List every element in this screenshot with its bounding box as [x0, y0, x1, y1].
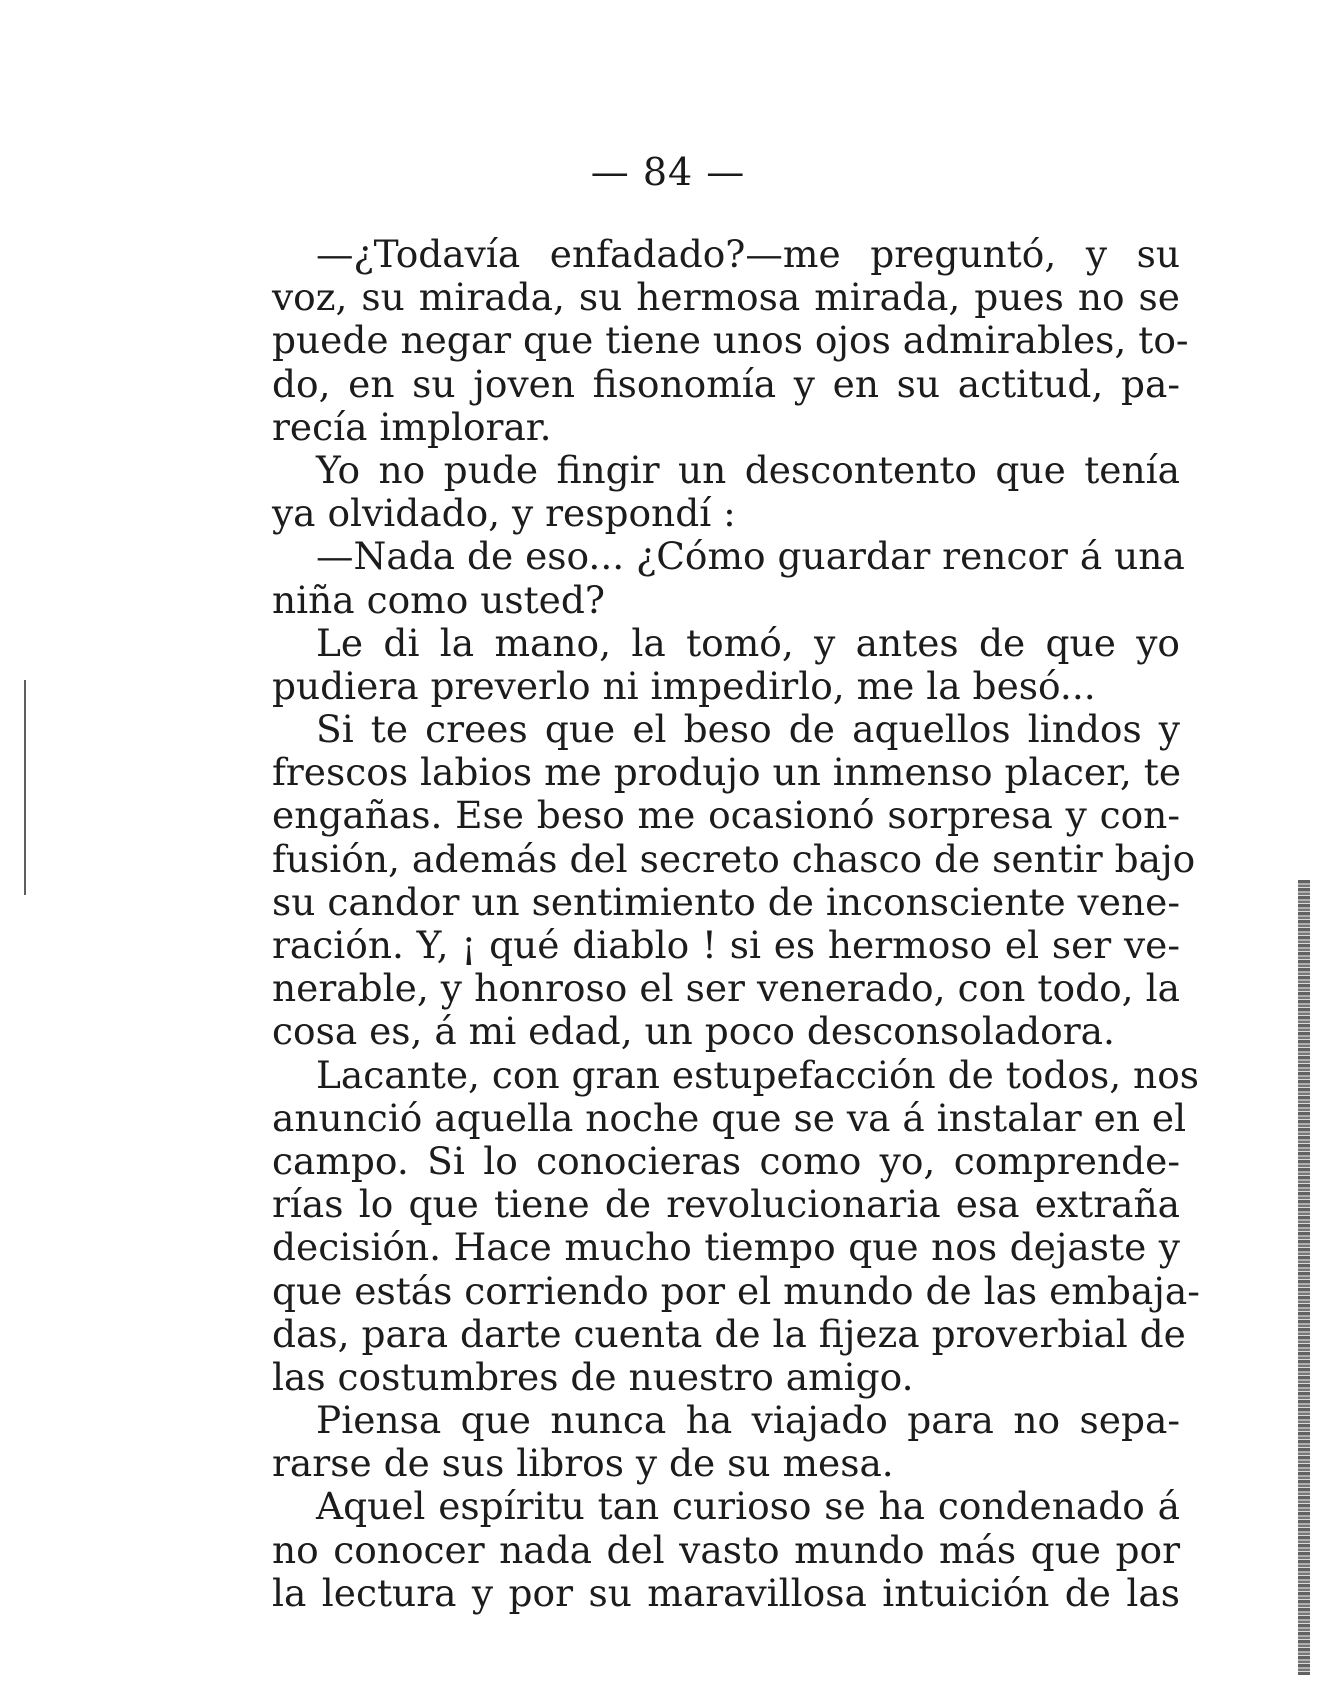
- text-line: frescos labios me produjo un inmenso placer, te: [272, 750, 1182, 795]
- text-line: pudiera preverlo ni impedirlo, me la besó...: [272, 663, 1096, 708]
- text-line: las costumbres de nuestro amigo.: [272, 1354, 914, 1399]
- text-line: cosa es, á mi edad, un poco desconsoladora.: [272, 1009, 1115, 1054]
- text-line: la lectura y por su maravillosa intuición de las: [272, 1570, 1180, 1615]
- text-line: campo. Si lo conocieras como yo, comprende-: [272, 1138, 1180, 1183]
- text-line: Le di la mano, la tomó, y antes de que yo: [316, 620, 1180, 665]
- left-margin-scan-mark: [24, 680, 26, 895]
- body-text: [272, 232, 1200, 1615]
- right-edge-scan-shadow: [1298, 880, 1310, 1675]
- text-line: —Nada de eso... ¿Cómo guardar rencor á una: [316, 534, 1185, 579]
- text-line: niña como usted?: [272, 577, 605, 622]
- text-line: —¿Todavía enfadado?—me preguntó, y su: [316, 232, 1180, 276]
- text-line: rarse de sus libros y de su mesa.: [272, 1441, 894, 1486]
- text-line: Lacante, con gran estupefacción de todos, nos: [316, 1052, 1200, 1097]
- text-line: que estás corriendo por el mundo de las embaja-: [272, 1268, 1200, 1313]
- text-line: Yo no pude fingir un descontento que tenía: [316, 447, 1180, 492]
- text-line: nerable, y honroso el ser venerado, con todo, la: [272, 966, 1180, 1011]
- text-line: ya olvidado, y respondí :: [272, 491, 736, 536]
- text-line: no conocer nada del vasto mundo más que por: [272, 1527, 1180, 1572]
- text-line: anunció aquella noche que se va á instalar en el: [272, 1095, 1187, 1140]
- text-line: rías lo que tiene de revolucionaria esa extraña: [272, 1182, 1180, 1227]
- text-line: engañas. Ese beso me ocasionó sorpresa y con-: [272, 793, 1180, 838]
- text-line: do, en su joven fisonomía y en su actitud, pa-: [272, 361, 1180, 406]
- text-line: Si te crees que el beso de aquellos lindos y: [316, 707, 1180, 752]
- text-line: das, para darte cuenta de la fijeza proverbial de: [272, 1311, 1186, 1356]
- text-line: puede negar que tiene unos ojos admirables, to-: [272, 318, 1189, 363]
- text-line: Piensa que nunca ha viajado para no sepa-: [316, 1398, 1180, 1443]
- text-line: su candor un sentimiento de inconsciente vene-: [272, 879, 1180, 924]
- text-line: recía implorar.: [272, 404, 552, 449]
- page-number: — 84 —: [590, 150, 746, 194]
- text-line: Aquel espíritu tan curioso se ha condenado á: [316, 1484, 1180, 1529]
- text-line: ración. Y, ¡ qué diablo ! si es hermoso el ser ve-: [272, 923, 1180, 967]
- text-line: fusión, además del secreto chasco de sentir bajo: [272, 836, 1196, 881]
- text-line: voz, su mirada, su hermosa mirada, pues no se: [272, 275, 1180, 320]
- text-line: decisión. Hace mucho tiempo que nos dejaste y: [272, 1225, 1180, 1270]
